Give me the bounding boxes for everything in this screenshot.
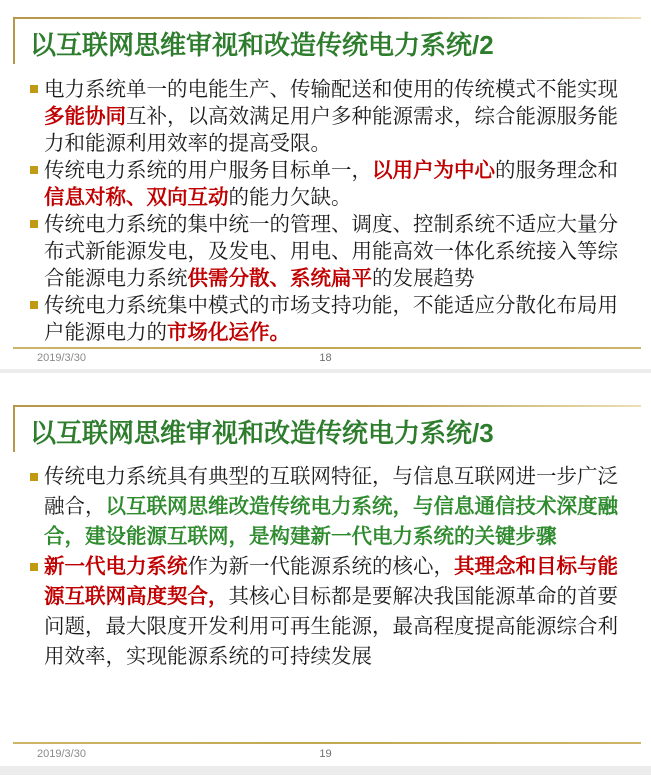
text-segment: 其核心目标都是要解决我国能源革命的首要问题，最大限度开发利用可再生能源，最高程度提高能源综合利用效率，实现能源系统的可持续发展 [44, 585, 618, 668]
text-segment: 供需分散、系统扁平 [187, 267, 372, 290]
bullet-list [30, 76, 621, 346]
bullet-square-icon [30, 301, 38, 309]
slide-bottom-edge [0, 766, 651, 775]
bullet-item [30, 292, 621, 346]
footer-rule [13, 742, 641, 744]
text-segment: 多能协同 [44, 105, 126, 128]
bullet-item [30, 76, 621, 157]
text-segment: 其理念和目标与能源互联网高度契合， [44, 555, 618, 608]
text-segment: 传统电力系统的用户服务目标单一， [44, 159, 372, 182]
bullet-square-icon [30, 563, 38, 571]
bullet-square-icon [30, 85, 38, 93]
text-segment: 的服务理念和 [495, 159, 618, 182]
slide-bottom-edge [0, 369, 651, 373]
text-segment: 新一代电力系统 [44, 555, 188, 578]
slide-title: 以互联网思维审视和改造传统电力系统/3 [30, 418, 494, 448]
bullet-item [30, 552, 621, 672]
text-segment: 传统电力系统的集中统一的管理、调度、控制系统不适应大量分布式新能源发电，及发电、用电、用能高效一体化系统接入等综合能源电力系统 [44, 213, 618, 290]
title-top-rule [13, 405, 641, 407]
text-segment: 信息对称、双向互动 [44, 186, 229, 209]
page-number: 19 [319, 748, 332, 760]
text-segment: 电力系统单一的电能生产、传输配送和使用的传统模式不能实现 [44, 78, 618, 101]
bullet-item [30, 211, 621, 292]
text-segment: 作为新一代能源系统的核心， [187, 555, 454, 578]
text-segment: 以用户为中心 [372, 159, 495, 182]
title-left-rule [13, 17, 15, 64]
text-segment: 传统电力系统集中模式的市场支持功能，不能适应分散化布局用户能源电力的 [44, 294, 618, 344]
text-segment: 互补，以高效满足用户多种能源需求，综合能源服务能力和能源利用效率的提高受限。 [44, 105, 618, 155]
bullet-list [30, 462, 621, 672]
footer-date: 2019/3/30 [37, 748, 86, 760]
title-top-rule [13, 17, 641, 19]
slide-page-19 [0, 388, 651, 784]
bullet-square-icon [30, 220, 38, 228]
text-segment: 的能力欠缺。 [228, 186, 352, 209]
text-segment: 的发展趋势 [372, 267, 475, 290]
slide-page-18 [0, 0, 651, 374]
text-segment: 市场化运作。 [167, 321, 290, 344]
slide-title: 以互联网思维审视和改造传统电力系统/2 [30, 30, 494, 60]
title-left-rule [13, 405, 15, 452]
bullet-item [30, 157, 621, 211]
footer-date: 2019/3/30 [37, 352, 86, 364]
text-segment: 传统电力系统具有典型的互联网特征，与信息互联网进一步广泛融合， [44, 465, 618, 518]
bullet-item [30, 462, 621, 552]
bullet-square-icon [30, 473, 38, 481]
bullet-square-icon [30, 166, 38, 174]
page-number: 18 [319, 352, 332, 364]
text-segment: 以互联网思维改造传统电力系统，与信息通信技术深度融合，建设能源互联网，是构建新一代电力系统的关键步骤 [44, 495, 618, 548]
footer-rule [13, 347, 641, 349]
